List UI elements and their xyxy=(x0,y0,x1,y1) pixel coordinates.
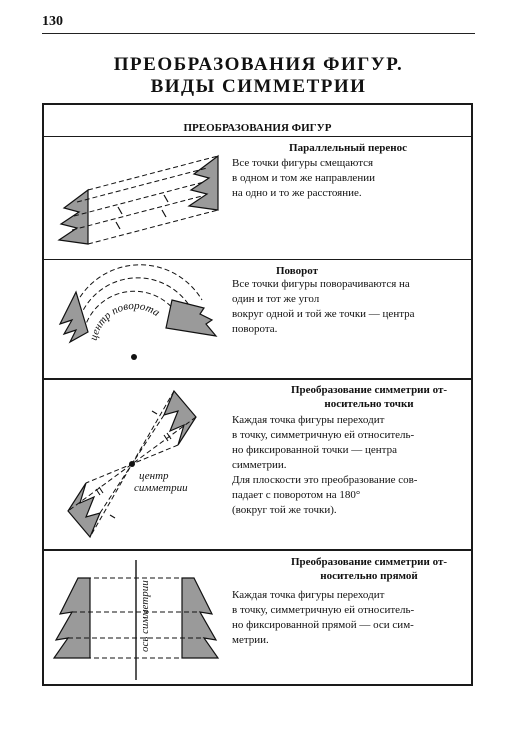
header-rule xyxy=(42,33,475,34)
translation-figure xyxy=(44,138,229,258)
rotation-center-label: центр поворота xyxy=(87,299,162,342)
row-divider xyxy=(44,259,471,260)
symmetry-center-label-line1: центр xyxy=(139,470,169,482)
rotation-figure xyxy=(44,262,229,377)
page-title xyxy=(42,54,475,98)
line-symmetry-figure xyxy=(44,552,229,686)
symmetry-center-label-line2: симметрии xyxy=(134,482,188,494)
transformations-table xyxy=(42,103,473,686)
symmetry-center-point xyxy=(129,461,135,467)
section-body-point-symmetry: Каждая точка фигуры переходит в точку, симметричную ей относитель- но фиксированной точки — центра симметрии. Для плоскости это преобразование сов- падает с поворотом на 180° (вокруг той же точки). xyxy=(232,414,418,516)
section-body-translation: Все точки фигуры смещаются в одном и том же направлении на одно и то же расстояние. xyxy=(232,157,375,199)
table-header: ПРЕОБРАЗОВАНИЯ ФИГУР xyxy=(44,105,471,137)
row-divider xyxy=(44,549,471,551)
section-title-point-symmetry: Преобразование симметрии от- носительно точки xyxy=(290,384,448,410)
symmetry-axis-label: ось симметрии xyxy=(139,580,151,652)
row-divider xyxy=(44,378,471,380)
section-title-line-symmetry: Преобразование симметрии от- носительно прямой xyxy=(290,556,448,582)
page-title-line2: ВИДЫ СИММЕТРИИ xyxy=(150,76,367,97)
section-body-rotation: Все точки фигуры поворачиваются на один и тот же угол вокруг одной и той же точки — центра поворота. xyxy=(232,278,415,335)
point-symmetry-figure xyxy=(44,381,229,547)
page-title-line1: ПРЕОБРАЗОВАНИЯ ФИГУР. xyxy=(113,54,404,75)
section-title-translation: Параллельный перенос xyxy=(289,142,407,154)
rotation-center-point xyxy=(131,354,137,360)
page-number: 130 xyxy=(42,14,63,29)
section-body-line-symmetry: Каждая точка фигуры переходит в точку, симметричную ей относитель- но фиксированной прямой — оси сим- метрии. xyxy=(232,589,415,646)
section-title-rotation: Поворот xyxy=(275,265,319,277)
